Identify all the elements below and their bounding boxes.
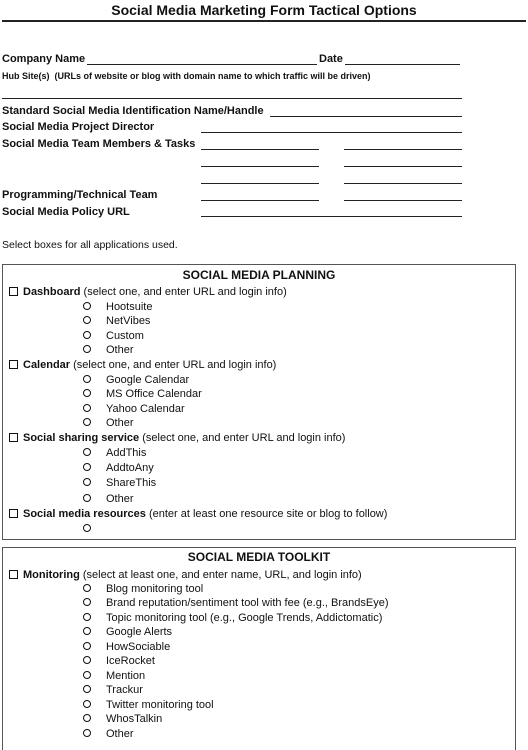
tech-team-field-2[interactable]	[344, 200, 462, 201]
standard-id-label: Standard Social Media Identification Name/Handle	[2, 105, 264, 117]
tech-team-label: Programming/Technical Team	[2, 189, 158, 201]
instructions-text: Select boxes for all applications used.	[2, 239, 178, 251]
option-other-sharing[interactable]: Other	[83, 493, 134, 505]
radio-circle-icon[interactable]	[83, 685, 91, 693]
option-icerocket[interactable]: IceRocket	[83, 655, 155, 667]
checkbox-icon[interactable]	[9, 287, 18, 296]
radio-circle-icon[interactable]	[83, 316, 91, 324]
option-sharethis[interactable]: ShareThis	[83, 477, 156, 489]
planning-section	[2, 264, 516, 540]
option-addtoany[interactable]: AddtoAny	[83, 462, 154, 474]
option-hootsuite[interactable]: Hootsuite	[83, 301, 152, 313]
project-director-label: Social Media Project Director	[2, 121, 155, 133]
standard-id-field[interactable]	[270, 116, 462, 117]
hub-sites-field[interactable]	[2, 98, 462, 99]
checkbox-icon[interactable]	[9, 570, 18, 579]
radio-circle-icon[interactable]	[83, 389, 91, 397]
radio-circle-icon[interactable]	[83, 375, 91, 383]
radio-circle-icon[interactable]	[83, 302, 91, 310]
radio-circle-icon[interactable]	[83, 345, 91, 353]
team-member-field-3[interactable]	[201, 183, 319, 184]
team-members-label: Social Media Team Members & Tasks	[2, 138, 196, 150]
option-custom[interactable]: Custom	[83, 330, 144, 342]
option-mention[interactable]: Mention	[83, 670, 145, 682]
radio-circle-icon[interactable]	[83, 494, 91, 502]
option-topic-monitoring-tool[interactable]: Topic monitoring tool (e.g., Google Trends, Addictomatic)	[83, 612, 382, 624]
radio-circle-icon[interactable]	[83, 404, 91, 412]
form-title: Social Media Marketing Form Tactical Options	[111, 2, 417, 18]
date-label: Date	[319, 53, 343, 65]
hub-sites-label: Hub Site(s) (URLs of website or blog with domain name to which traffic will be driven)	[2, 71, 371, 81]
category-social-sharing[interactable]: Social sharing service (select one, and enter URL and login info)	[9, 432, 345, 444]
radio-circle-icon[interactable]	[83, 584, 91, 592]
option-brand-reputation-tool[interactable]: Brand reputation/sentiment tool with fee (e.g., BrandsEye)	[83, 597, 389, 609]
toolkit-section	[2, 547, 516, 750]
hub-sites-note: (URLs of website or blog with domain name to which traffic will be driven)	[54, 71, 371, 81]
category-dashboard[interactable]: Dashboard (select one, and enter URL and login info)	[9, 286, 287, 298]
radio-circle-icon[interactable]	[83, 613, 91, 621]
date-field[interactable]	[345, 64, 460, 65]
option-other-dashboard[interactable]: Other	[83, 344, 134, 356]
checkbox-icon[interactable]	[9, 360, 18, 369]
team-member-field-1[interactable]	[201, 149, 319, 150]
project-director-field[interactable]	[201, 132, 462, 133]
company-name-field[interactable]	[87, 64, 317, 65]
option-trackur[interactable]: Trackur	[83, 684, 143, 696]
option-yahoo-calendar[interactable]: Yahoo Calendar	[83, 403, 185, 415]
category-monitoring[interactable]: Monitoring (select at least one, and enter name, URL, and login info)	[9, 569, 362, 581]
radio-circle-icon[interactable]	[83, 700, 91, 708]
radio-circle-icon[interactable]	[83, 463, 91, 471]
radio-circle-icon[interactable]	[83, 627, 91, 635]
category-social-media-resources[interactable]: Social media resources (enter at least one resource site or blog to follow)	[9, 508, 387, 520]
option-ms-office-calendar[interactable]: MS Office Calendar	[83, 388, 202, 400]
tech-team-field-1[interactable]	[201, 200, 319, 201]
option-howsociable[interactable]: HowSociable	[83, 641, 170, 653]
policy-url-field[interactable]	[201, 216, 462, 217]
team-member-field-2[interactable]	[201, 166, 319, 167]
option-whostalkin[interactable]: WhosTalkin	[83, 713, 162, 725]
radio-circle-icon[interactable]	[83, 598, 91, 606]
team-task-field-1[interactable]	[344, 149, 462, 150]
category-calendar[interactable]: Calendar (select one, and enter URL and login info)	[9, 359, 276, 371]
title-divider	[2, 20, 526, 22]
radio-circle-icon[interactable]	[83, 656, 91, 664]
option-other-monitoring[interactable]: Other	[83, 728, 134, 740]
radio-circle-icon[interactable]	[83, 671, 91, 679]
option-google-calendar[interactable]: Google Calendar	[83, 374, 189, 386]
option-other-calendar[interactable]: Other	[83, 417, 134, 429]
radio-circle-icon[interactable]	[83, 714, 91, 722]
option-blog-monitoring-tool[interactable]: Blog monitoring tool	[83, 583, 203, 595]
option-google-alerts[interactable]: Google Alerts	[83, 626, 172, 638]
radio-circle-icon[interactable]	[83, 418, 91, 426]
option-twitter-monitoring-tool[interactable]: Twitter monitoring tool	[83, 699, 214, 711]
toolkit-heading: SOCIAL MEDIA TOOLKIT	[187, 550, 331, 564]
radio-circle-icon[interactable]	[83, 331, 91, 339]
policy-url-label: Social Media Policy URL	[2, 206, 130, 218]
radio-circle-icon[interactable]	[83, 448, 91, 456]
checkbox-icon[interactable]	[9, 509, 18, 518]
option-addthis[interactable]: AddThis	[83, 447, 146, 459]
option-resource-entry[interactable]	[83, 523, 106, 535]
radio-circle-icon[interactable]	[83, 524, 91, 532]
team-task-field-3[interactable]	[344, 183, 462, 184]
radio-circle-icon[interactable]	[83, 729, 91, 737]
radio-circle-icon[interactable]	[83, 642, 91, 650]
radio-circle-icon[interactable]	[83, 478, 91, 486]
checkbox-icon[interactable]	[9, 433, 18, 442]
company-name-label: Company Name	[2, 53, 86, 65]
planning-heading: SOCIAL MEDIA PLANNING	[182, 268, 336, 282]
option-netvibes[interactable]: NetVibes	[83, 315, 150, 327]
team-task-field-2[interactable]	[344, 166, 462, 167]
